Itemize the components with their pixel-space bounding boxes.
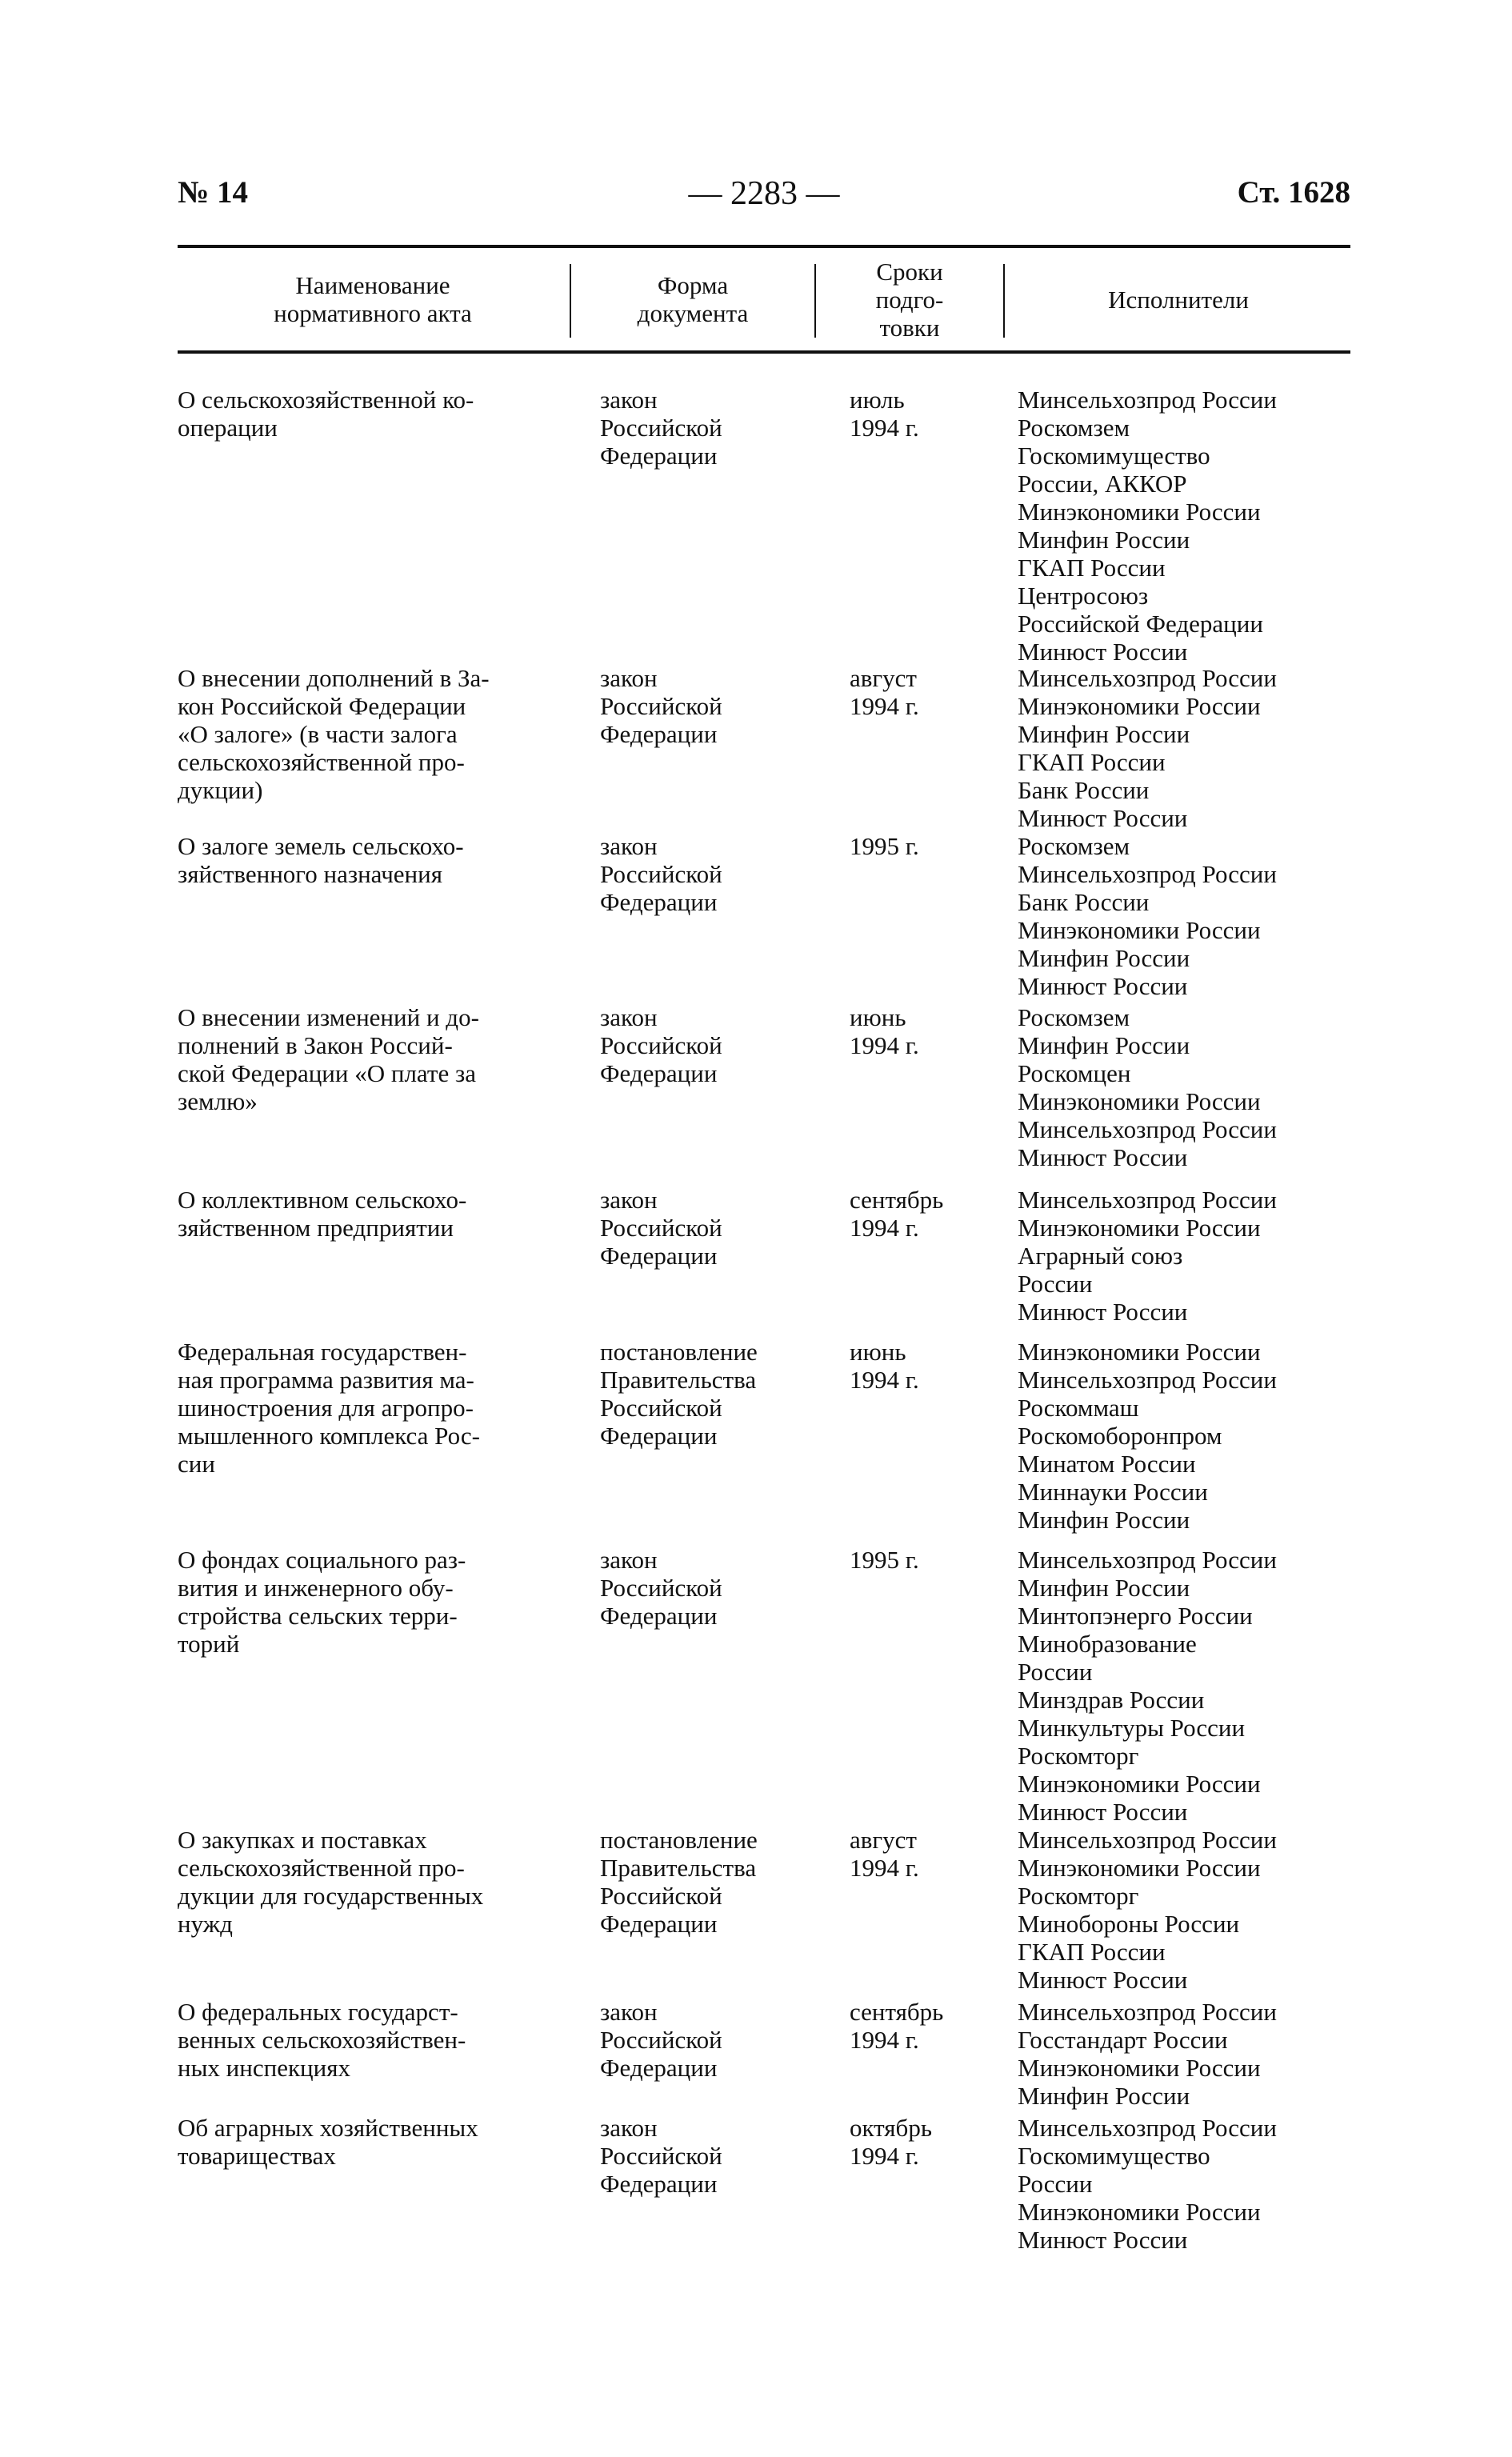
executors-line: Минэкономики России — [1018, 1338, 1261, 1366]
document-form-cell — [600, 2114, 816, 2198]
act-name-line: О закупках и поставках — [178, 1826, 427, 1854]
act-name-line: зяйственного назначения — [178, 860, 442, 888]
executors-line: Миннауки России — [1018, 1478, 1208, 1506]
executors-line: России — [1018, 2170, 1093, 2198]
executors-line: Минэкономики России — [1018, 1087, 1261, 1115]
act-name-line: сельскохозяйственной про- — [178, 1854, 465, 1882]
executors-line: Роскоммаш — [1018, 1394, 1139, 1422]
act-name-line: О федеральных государст- — [178, 1998, 458, 2026]
deadline-cell — [850, 386, 1002, 442]
act-name-line: ная программа развития ма- — [178, 1366, 474, 1394]
executors-cell — [1018, 832, 1350, 1000]
deadline-line: октябрь — [850, 2114, 932, 2142]
act-name-line: «О залоге» (в части залога — [178, 720, 458, 748]
document-form-line: Федерации — [600, 720, 718, 748]
executors-line: Госкомимущество — [1018, 442, 1210, 470]
deadline-cell — [850, 664, 1002, 720]
deadline-line: 1994 г. — [850, 1031, 919, 1059]
act-name-line: товариществах — [178, 2142, 336, 2170]
document-form-line: Российской — [600, 1214, 722, 1242]
executors-line: Центросоюз — [1018, 582, 1149, 610]
deadline-line: 1994 г. — [850, 692, 919, 720]
executors-line: Роскомзем — [1018, 414, 1130, 442]
executors-line: Минфин России — [1018, 1574, 1190, 1602]
document-form-line: Российской — [600, 2142, 722, 2170]
executors-line: Госстандарт России — [1018, 2026, 1228, 2054]
executors-line: Минсельхозпрод России — [1018, 1546, 1277, 1574]
deadline-cell — [850, 1546, 1002, 1574]
executors-line: Минэкономики России — [1018, 2054, 1261, 2082]
executors-line: Минюст России — [1018, 2226, 1188, 2254]
deadline-line: 1995 г. — [850, 832, 919, 860]
deadline-line: 1994 г. — [850, 1366, 919, 1394]
page-number: — 2283 — — [688, 175, 840, 212]
act-name-line: О залоге земель сельскохо- — [178, 832, 464, 860]
document-form-line: Российской — [600, 1882, 722, 1910]
document-form-line: Российской — [600, 414, 722, 442]
act-name-line: ской Федерации «О плате за — [178, 1059, 476, 1087]
header-form — [573, 248, 813, 350]
deadline-line: 1994 г. — [850, 2142, 919, 2170]
document-form-line: закон — [600, 832, 658, 860]
page-header — [178, 174, 1350, 222]
deadline-cell — [850, 2114, 1002, 2170]
executors-line: России — [1018, 1270, 1093, 1298]
act-name-line: кон Российской Федерации — [178, 692, 466, 720]
executors-line: Минюст России — [1018, 1143, 1188, 1171]
document-form-line: Федерации — [600, 888, 718, 916]
executors-line: Минсельхозпрод России — [1018, 860, 1277, 888]
document-form-line: закон — [600, 2114, 658, 2142]
document-form-line: Российской — [600, 2026, 722, 2054]
executors-line: Минатом России — [1018, 1450, 1196, 1478]
header-term-line: товки — [879, 313, 940, 342]
executors-line: Госкомимущество — [1018, 2142, 1210, 2170]
header-form-line: Форма — [657, 271, 729, 299]
act-name-cell — [178, 1338, 560, 1478]
document-form-cell — [600, 386, 816, 470]
executors-cell — [1018, 1003, 1350, 1171]
executors-line: Минобразование — [1018, 1630, 1197, 1658]
document-form-cell — [600, 1998, 816, 2082]
executors-line: Минэкономики России — [1018, 2198, 1261, 2226]
deadline-line: 1994 г. — [850, 2026, 919, 2054]
act-name-cell — [178, 664, 560, 804]
header-executors — [1006, 248, 1350, 350]
act-name-line: стройства сельских терри- — [178, 1602, 458, 1630]
executors-line: Минфин России — [1018, 944, 1190, 972]
act-name-line: торий — [178, 1630, 240, 1658]
act-name-line: вития и инженерного обу- — [178, 1574, 454, 1602]
document-form-line: закон — [600, 1003, 658, 1031]
executors-line: Российской Федерации — [1018, 610, 1263, 638]
executors-line: России — [1018, 1658, 1093, 1686]
header-term — [818, 248, 1002, 350]
document-form-line: Федерации — [600, 1602, 718, 1630]
header-name-line: Наименование — [295, 271, 450, 299]
deadline-cell — [850, 1186, 1002, 1242]
act-name-cell — [178, 1998, 560, 2082]
document-form-line: закон — [600, 1998, 658, 2026]
act-name-line: О коллективном сельскохо- — [178, 1186, 467, 1214]
executors-line: Минсельхозпрод России — [1018, 1826, 1277, 1854]
document-form-line: Российской — [600, 860, 722, 888]
deadline-cell — [850, 1338, 1002, 1394]
executors-line: Роскомзем — [1018, 832, 1130, 860]
document-form-line: закон — [600, 664, 658, 692]
executors-line: Минэкономики России — [1018, 692, 1261, 720]
act-name-line: шиностроения для агропро- — [178, 1394, 474, 1422]
executors-line: Минэкономики России — [1018, 498, 1261, 526]
document-form-line: закон — [600, 386, 658, 414]
act-name-cell — [178, 1186, 560, 1242]
executors-cell — [1018, 1998, 1350, 2110]
deadline-line: 1994 г. — [850, 1214, 919, 1242]
column-divider — [814, 264, 816, 338]
document-form-cell — [600, 832, 816, 916]
deadline-line: июль — [850, 386, 905, 414]
act-name-cell — [178, 1826, 560, 1938]
header-term-line: подго- — [875, 285, 944, 314]
document-form-line: закон — [600, 1186, 658, 1214]
issue-number: № 14 — [178, 175, 248, 210]
header-term-line: Сроки — [876, 257, 943, 286]
header-executors-line: Исполнители — [1108, 285, 1249, 314]
act-name-line: Федеральная государствен- — [178, 1338, 467, 1366]
document-form-line: Федерации — [600, 1059, 718, 1087]
document-form-line: Федерации — [600, 2054, 718, 2082]
act-name-line: дукции) — [178, 776, 263, 804]
executors-line: Минэкономики России — [1018, 916, 1261, 944]
document-form-line: закон — [600, 1546, 658, 1574]
executors-line: Минюст России — [1018, 972, 1188, 1000]
executors-line: Минздрав России — [1018, 1686, 1205, 1714]
act-name-line: О фондах социального раз- — [178, 1546, 466, 1574]
header-name — [178, 248, 568, 350]
article-number: Ст. 1628 — [1237, 175, 1350, 210]
executors-line: Роскомзем — [1018, 1003, 1130, 1031]
act-name-line: О внесении дополнений в За- — [178, 664, 490, 692]
document-form-line: Российской — [600, 692, 722, 720]
executors-line: Минюст России — [1018, 804, 1188, 832]
document-form-line: Федерации — [600, 1422, 718, 1450]
act-name-line: мышленного комплекса Рос- — [178, 1422, 481, 1450]
executors-line: Минкультуры России — [1018, 1714, 1246, 1742]
executors-line: Минюст России — [1018, 1966, 1188, 1994]
document-form-line: Федерации — [600, 2170, 718, 2198]
executors-line: Роскомторг — [1018, 1742, 1139, 1770]
column-divider — [1003, 264, 1005, 338]
executors-line: Роскомцен — [1018, 1059, 1131, 1087]
executors-line: Банк России — [1018, 888, 1150, 916]
header-form-line: документа — [637, 299, 749, 327]
executors-line: ГКАП России — [1018, 554, 1166, 582]
executors-line: Минобороны России — [1018, 1910, 1240, 1938]
executors-line: Минфин России — [1018, 720, 1190, 748]
executors-line: Минсельхозпрод России — [1018, 1366, 1277, 1394]
document-form-cell — [600, 664, 816, 748]
header-name-line: нормативного акта — [274, 299, 472, 327]
act-name-cell — [178, 832, 560, 888]
executors-line: Аграрный союз — [1018, 1242, 1183, 1270]
act-name-line: венных сельскохозяйствен- — [178, 2026, 466, 2054]
act-name-cell — [178, 1003, 560, 1115]
executors-cell — [1018, 664, 1350, 832]
act-name-line: сии — [178, 1450, 215, 1478]
document-form-cell — [600, 1338, 816, 1450]
executors-line: Роскомоборонпром — [1018, 1422, 1222, 1450]
document-form-line: Российской — [600, 1574, 722, 1602]
act-name-cell — [178, 2114, 560, 2170]
document-form-line: Федерации — [600, 442, 718, 470]
executors-line: Минфин России — [1018, 526, 1190, 554]
executors-line: России, АККОР — [1018, 470, 1187, 498]
document-form-line: Федерации — [600, 1910, 718, 1938]
document-form-cell — [600, 1186, 816, 1270]
act-name-line: О внесении изменений и до- — [178, 1003, 479, 1031]
document-form-line: постановление — [600, 1338, 758, 1366]
act-name-line: полнений в Закон Россий- — [178, 1031, 453, 1059]
document-form-line: Российской — [600, 1031, 722, 1059]
executors-line: Минэкономики России — [1018, 1214, 1261, 1242]
executors-line: Минтопэнерго России — [1018, 1602, 1253, 1630]
executors-cell — [1018, 1338, 1350, 1534]
act-name-line: О сельскохозяйственной ко- — [178, 386, 474, 414]
act-name-line: ных инспекциях — [178, 2054, 350, 2082]
deadline-cell — [850, 1998, 1002, 2054]
act-name-line: дукции для государственных — [178, 1882, 484, 1910]
executors-line: Роскомторг — [1018, 1882, 1139, 1910]
act-name-cell — [178, 386, 560, 442]
executors-line: Минюст России — [1018, 1298, 1188, 1326]
executors-line: Минэкономики России — [1018, 1770, 1261, 1798]
executors-line: Минсельхозпрод России — [1018, 1186, 1277, 1214]
act-name-line: зяйственном предприятии — [178, 1214, 454, 1242]
act-name-line: Об аграрных хозяйственных — [178, 2114, 478, 2142]
act-name-line: нужд — [178, 1910, 233, 1938]
executors-line: Минэкономики России — [1018, 1854, 1261, 1882]
document-form-line: Правительства — [600, 1854, 757, 1882]
act-name-line: сельскохозяйственной про- — [178, 748, 465, 776]
executors-cell — [1018, 1546, 1350, 1826]
executors-line: Минюст России — [1018, 1798, 1188, 1826]
act-name-cell — [178, 1546, 560, 1658]
deadline-cell — [850, 832, 1002, 860]
deadline-line: 1994 г. — [850, 1854, 919, 1882]
executors-line: ГКАП России — [1018, 1938, 1166, 1966]
act-name-line: операции — [178, 414, 278, 442]
document-form-cell — [600, 1826, 816, 1938]
document-form-line: постановление — [600, 1826, 758, 1854]
document-form-cell — [600, 1546, 816, 1630]
executors-line: Минсельхозпрод России — [1018, 664, 1277, 692]
document-form-line: Российской — [600, 1394, 722, 1422]
document-form-cell — [600, 1003, 816, 1087]
executors-line: Минсельхозпрод России — [1018, 1998, 1277, 2026]
deadline-line: июнь — [850, 1338, 906, 1366]
document-form-line: Федерации — [600, 1242, 718, 1270]
executors-line: Минфин России — [1018, 1031, 1190, 1059]
executors-line: Банк России — [1018, 776, 1150, 804]
deadline-line: 1995 г. — [850, 1546, 919, 1574]
executors-cell — [1018, 386, 1350, 666]
deadline-cell — [850, 1826, 1002, 1882]
deadline-line: июнь — [850, 1003, 906, 1031]
table-header — [178, 245, 1350, 354]
act-name-line: землю» — [178, 1087, 258, 1115]
deadline-line: 1994 г. — [850, 414, 919, 442]
document-form-line: Правительства — [600, 1366, 757, 1394]
executors-line: Минфин России — [1018, 2082, 1190, 2110]
executors-cell — [1018, 1826, 1350, 1994]
executors-line: ГКАП России — [1018, 748, 1166, 776]
executors-line: Минюст России — [1018, 638, 1188, 666]
executors-line: Минсельхозпрод России — [1018, 386, 1277, 414]
deadline-line: август — [850, 1826, 917, 1854]
deadline-cell — [850, 1003, 1002, 1059]
column-divider — [570, 264, 571, 338]
deadline-line: сентябрь — [850, 1186, 944, 1214]
executors-line: Минсельхозпрод России — [1018, 1115, 1277, 1143]
executors-line: Минфин России — [1018, 1506, 1190, 1534]
executors-cell — [1018, 1186, 1350, 1326]
deadline-line: август — [850, 664, 917, 692]
executors-line: Минсельхозпрод России — [1018, 2114, 1277, 2142]
deadline-line: сентябрь — [850, 1998, 944, 2026]
executors-cell — [1018, 2114, 1350, 2254]
